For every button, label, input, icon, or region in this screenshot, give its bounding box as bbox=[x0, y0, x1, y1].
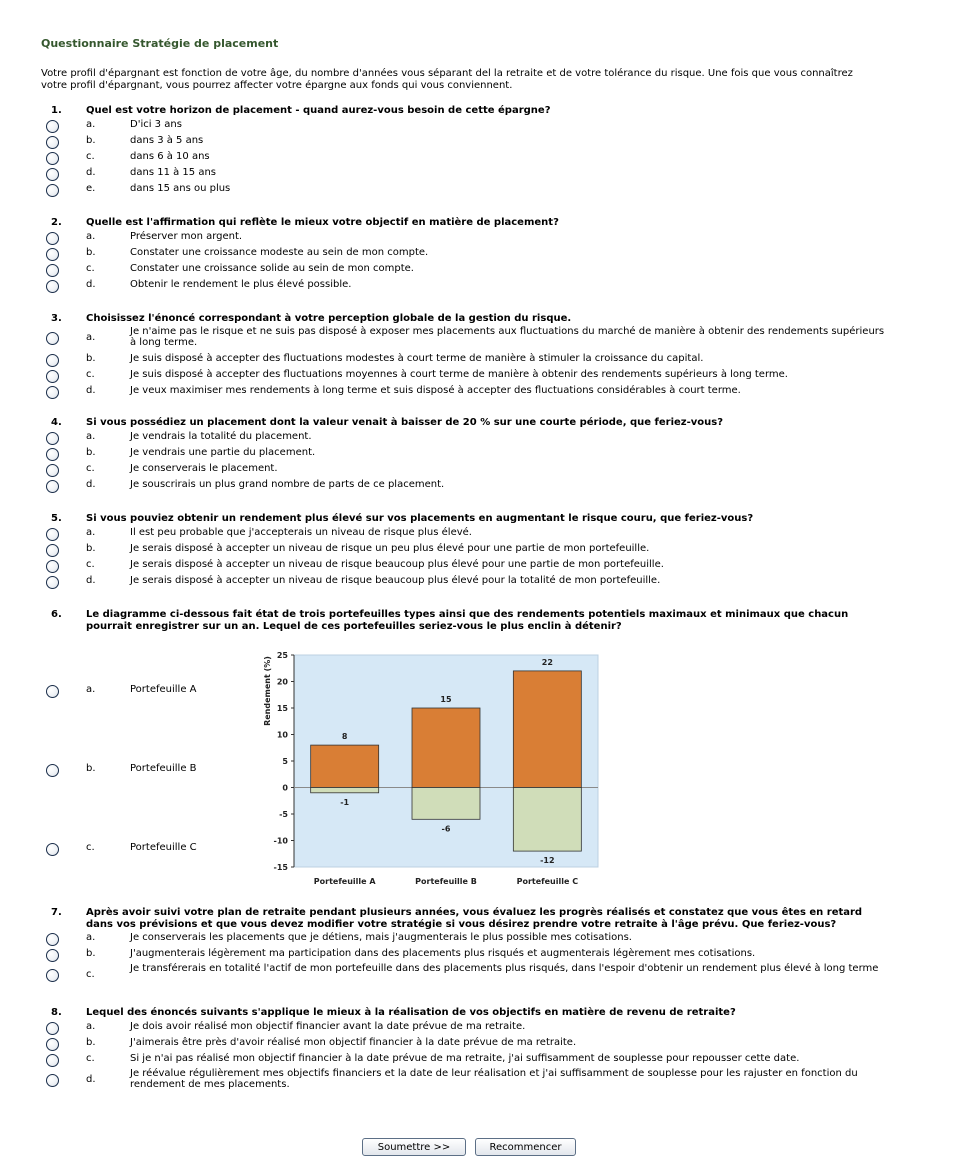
q3-option-b-radio[interactable] bbox=[46, 354, 59, 367]
option-label: Je conserverais les placements que je détiens, mais j'augmenterais le plus possible mes cotisations. bbox=[130, 932, 632, 943]
option-label: Je serais disposé à accepter un niveau de risque un peu plus élevé pour une partie de mon portefeuille. bbox=[130, 543, 650, 554]
option-label: Préserver mon argent. bbox=[130, 231, 243, 242]
option-letter: b. bbox=[86, 247, 96, 258]
question-3 bbox=[0, 313, 956, 400]
option-label: Je vendrais la totalité du placement. bbox=[130, 431, 312, 442]
reset-button[interactable]: Recommencer bbox=[475, 1138, 576, 1156]
option-label: Je serais disposé à accepter un niveau de risque beaucoup plus élevé pour la totalité de mon portefeuille. bbox=[130, 575, 661, 586]
option-letter: b. bbox=[86, 1037, 96, 1048]
option-letter: b. bbox=[86, 353, 96, 364]
q2-option-a-radio[interactable] bbox=[46, 232, 59, 245]
q2-option-c-radio[interactable] bbox=[46, 264, 59, 277]
option-letter: e. bbox=[86, 183, 96, 194]
option-label: Portefeuille A bbox=[130, 684, 197, 695]
option-letter: c. bbox=[86, 463, 95, 474]
q6-option-b-radio[interactable] bbox=[46, 764, 59, 777]
option-label: dans 11 à 15 ans bbox=[130, 167, 216, 178]
q1-option-d-radio[interactable] bbox=[46, 168, 59, 181]
question-1 bbox=[0, 105, 956, 198]
option-letter: a. bbox=[86, 231, 96, 242]
question-7 bbox=[0, 907, 956, 989]
question-text: Lequel des énoncés suivants s'applique le mieux à la réalisation de vos objectifs en matière de revenu de retraite? bbox=[86, 1007, 736, 1018]
option-letter: c. bbox=[86, 369, 95, 380]
option-label: dans 3 à 5 ans bbox=[130, 135, 204, 146]
option-label: Je serais disposé à accepter un niveau de risque beaucoup plus élevé pour une partie de mon portefeuille. bbox=[130, 559, 664, 570]
option-letter: c. bbox=[86, 263, 95, 274]
question-8 bbox=[0, 1007, 956, 1094]
option-letter: c. bbox=[86, 842, 95, 853]
question-number: 1. bbox=[51, 105, 62, 116]
y-tick-label: 25 bbox=[276, 651, 288, 660]
option-letter: d. bbox=[86, 167, 96, 178]
q7-option-b-radio[interactable] bbox=[46, 949, 59, 962]
intro-text: Votre profil d'épargnant est fonction de votre âge, du nombre d'années vous séparant del la retraite et de votre tolérance du risque. Une fois que vous connaîtrez votre profil d'épargnant, vous pourrez affecter votre épargne aux fonds qui vous conviennent. bbox=[41, 68, 853, 91]
question-text: Après avoir suivi votre plan de retraite pendant plusieurs années, vous évaluez les progrès réalisés et constatez que vous êtes en retard dans vos prévisions et que vous devez modifier votre stratégie si vous désirez prendre votre retraite à l'âge prévu. Que feriez-vous? bbox=[86, 907, 863, 930]
question-5 bbox=[0, 513, 956, 590]
option-label: J'augmenterais légèrement ma participation dans des placements plus risqués et augmenterais légèrement mes cotisations. bbox=[130, 948, 756, 959]
option-letter: a. bbox=[86, 431, 96, 442]
option-letter: b. bbox=[86, 543, 96, 554]
option-letter: c. bbox=[86, 151, 95, 162]
q6-option-a-radio[interactable] bbox=[46, 685, 59, 698]
q4-option-a-radio[interactable] bbox=[46, 432, 59, 445]
bar-max-2 bbox=[412, 708, 480, 788]
option-label: Je veux maximiser mes rendements à long terme et suis disposé à accepter des fluctuations considérables à court terme. bbox=[130, 385, 741, 396]
bar-min-3 bbox=[513, 788, 581, 852]
option-letter: d. bbox=[86, 279, 96, 290]
y-tick-label: -10 bbox=[273, 836, 288, 846]
question-number: 5. bbox=[51, 513, 62, 524]
q7-option-c-radio[interactable] bbox=[46, 969, 59, 982]
option-letter: d. bbox=[86, 479, 96, 490]
page-title: Questionnaire Stratégie de placement bbox=[41, 37, 279, 50]
bar-min-2 bbox=[412, 788, 480, 820]
option-letter: a. bbox=[86, 527, 96, 538]
option-letter: b. bbox=[86, 447, 96, 458]
q4-option-b-radio[interactable] bbox=[46, 448, 59, 461]
q5-option-b-radio[interactable] bbox=[46, 544, 59, 557]
option-letter: c. bbox=[86, 969, 95, 980]
option-label: Constater une croissance modeste au sein de mon compte. bbox=[130, 247, 429, 258]
submit-button[interactable]: Soumettre >> bbox=[362, 1138, 466, 1156]
y-axis-label: Rendement (%) bbox=[263, 656, 272, 726]
question-text: Le diagramme ci-dessous fait état de trois portefeuilles types ainsi que des rendements potentiels maximaux et minimaux que chacun pourrait enregistrer sur un an. Lequel de ces portefeuilles seriez-vous le plus enclin à détenir? bbox=[86, 609, 849, 632]
q8-option-a-radio[interactable] bbox=[46, 1022, 59, 1035]
option-label: Portefeuille C bbox=[130, 842, 197, 853]
question-2 bbox=[0, 217, 956, 294]
q2-option-d-radio[interactable] bbox=[46, 280, 59, 293]
q3-option-c-radio[interactable] bbox=[46, 370, 59, 383]
q5-option-a-radio[interactable] bbox=[46, 528, 59, 541]
data-label-min: -1 bbox=[340, 797, 350, 807]
q1-option-b-radio[interactable] bbox=[46, 136, 59, 149]
option-label: Je suis disposé à accepter des fluctuations moyennes à court terme de manière à obtenir des rendements supérieurs à long terme. bbox=[130, 369, 788, 380]
option-label: Il est peu probable que j'accepterais un niveau de risque plus élevé. bbox=[130, 527, 472, 538]
q1-option-e-radio[interactable] bbox=[46, 184, 59, 197]
y-tick-label: 20 bbox=[276, 677, 288, 687]
question-number: 8. bbox=[51, 1007, 62, 1018]
q8-option-b-radio[interactable] bbox=[46, 1038, 59, 1051]
question-number: 7. bbox=[51, 907, 62, 918]
x-tick-label: Portefeuille C bbox=[516, 877, 579, 886]
question-number: 2. bbox=[51, 217, 62, 228]
bar-max-1 bbox=[311, 745, 379, 787]
option-letter: d. bbox=[86, 575, 96, 586]
bar-max-3 bbox=[513, 671, 581, 788]
option-letter: b. bbox=[86, 135, 96, 146]
q8-option-d-radio[interactable] bbox=[46, 1074, 59, 1087]
q3-option-d-radio[interactable] bbox=[46, 386, 59, 399]
option-label: Je vendrais une partie du placement. bbox=[130, 447, 316, 458]
option-label: dans 6 à 10 ans bbox=[130, 151, 210, 162]
option-label: Je réévalue régulièrement mes objectifs financiers et la date de leur réalisation et j'ai suffisamment de souplesse pour les rajuster en fonction du rendement de mes placements. bbox=[130, 1068, 858, 1090]
q1-option-c-radio[interactable] bbox=[46, 152, 59, 165]
y-tick-label: -15 bbox=[273, 863, 288, 872]
q6-option-c-radio[interactable] bbox=[46, 843, 59, 856]
option-letter: a. bbox=[86, 932, 96, 943]
bar-min-1 bbox=[311, 788, 379, 793]
data-label-min: -12 bbox=[540, 856, 555, 866]
question-text: Quel est votre horizon de placement - quand aurez-vous besoin de cette épargne? bbox=[86, 105, 551, 116]
y-tick-label: 0 bbox=[282, 783, 288, 793]
q8-option-c-radio[interactable] bbox=[46, 1054, 59, 1067]
option-label: Je n'aime pas le risque et ne suis pas disposé à exposer mes placements aux fluctuations du marché de manière à obtenir des rendements supérieurs à long terme. bbox=[130, 326, 885, 348]
y-tick-label: 15 bbox=[276, 704, 288, 713]
option-label: Je dois avoir réalisé mon objectif financier avant la date prévue de ma retraite. bbox=[130, 1021, 526, 1032]
option-label: dans 15 ans ou plus bbox=[130, 183, 231, 194]
option-letter: b. bbox=[86, 948, 96, 959]
data-label-max: 22 bbox=[541, 657, 553, 667]
question-number: 3. bbox=[51, 313, 62, 324]
q1-option-a-radio[interactable] bbox=[46, 120, 59, 133]
q4-option-d-radio[interactable] bbox=[46, 480, 59, 493]
y-tick-label: 10 bbox=[276, 730, 288, 740]
option-label: Je souscrirais un plus grand nombre de parts de ce placement. bbox=[130, 479, 445, 490]
option-letter: a. bbox=[86, 1021, 96, 1032]
option-label: J'aimerais être près d'avoir réalisé mon objectif financier à la date prévue de ma retraite. bbox=[130, 1037, 577, 1048]
option-label: D'ici 3 ans bbox=[130, 119, 182, 130]
q5-option-c-radio[interactable] bbox=[46, 560, 59, 573]
option-letter: c. bbox=[86, 559, 95, 570]
option-label: Si je n'ai pas réalisé mon objectif financier à la date prévue de ma retraite, j'ai suffisamment de souplesse pour repousser cette date. bbox=[130, 1053, 800, 1064]
data-label-max: 15 bbox=[440, 695, 452, 704]
option-letter: a. bbox=[86, 684, 96, 695]
question-text: Si vous pouviez obtenir un rendement plus élevé sur vos placements en augmentant le risque couru, que feriez-vous? bbox=[86, 513, 754, 524]
option-label: Je transférerais en totalité l'actif de mon portefeuille dans des placements plus risqués, dans l'espoir d'obtenir un rendement plus élevé à long terme bbox=[130, 963, 879, 974]
q2-option-b-radio[interactable] bbox=[46, 248, 59, 261]
q7-option-a-radio[interactable] bbox=[46, 933, 59, 946]
question-number: 6. bbox=[51, 609, 62, 620]
question-text: Choisissez l'énoncé correspondant à votre perception globale de la gestion du risque. bbox=[86, 313, 572, 324]
question-text: Quelle est l'affirmation qui reflète le mieux votre objectif en matière de placement? bbox=[86, 217, 559, 228]
option-letter: a. bbox=[86, 119, 96, 130]
data-label-max: 8 bbox=[341, 732, 348, 742]
option-label: Je conserverais le placement. bbox=[130, 463, 278, 474]
option-label: Constater une croissance solide au sein de mon compte. bbox=[130, 263, 414, 274]
option-label: Portefeuille B bbox=[130, 763, 197, 774]
option-letter: c. bbox=[86, 1053, 95, 1064]
option-label: Obtenir le rendement le plus élevé possible. bbox=[130, 279, 352, 290]
question-text: Si vous possédiez un placement dont la valeur venait à baisser de 20 % sur une courte période, que feriez-vous? bbox=[86, 417, 724, 428]
option-letter: a. bbox=[86, 332, 96, 343]
option-letter: d. bbox=[86, 385, 96, 396]
option-label: Je suis disposé à accepter des fluctuations modestes à court terme de manière à stimuler la croissance du capital. bbox=[130, 353, 704, 364]
y-tick-label: 5 bbox=[282, 757, 288, 766]
x-tick-label: Portefeuille A bbox=[313, 877, 376, 886]
question-number: 4. bbox=[51, 417, 62, 428]
data-label-min: -6 bbox=[441, 824, 451, 834]
option-letter: d. bbox=[86, 1074, 96, 1085]
x-tick-label: Portefeuille B bbox=[415, 877, 477, 886]
q4-option-c-radio[interactable] bbox=[46, 464, 59, 477]
question-4 bbox=[0, 417, 956, 494]
option-letter: b. bbox=[86, 763, 96, 774]
portfolio-returns-chart bbox=[255, 645, 615, 890]
q5-option-d-radio[interactable] bbox=[46, 576, 59, 589]
y-tick-label: -5 bbox=[279, 810, 288, 819]
q3-option-a-radio[interactable] bbox=[46, 332, 59, 345]
